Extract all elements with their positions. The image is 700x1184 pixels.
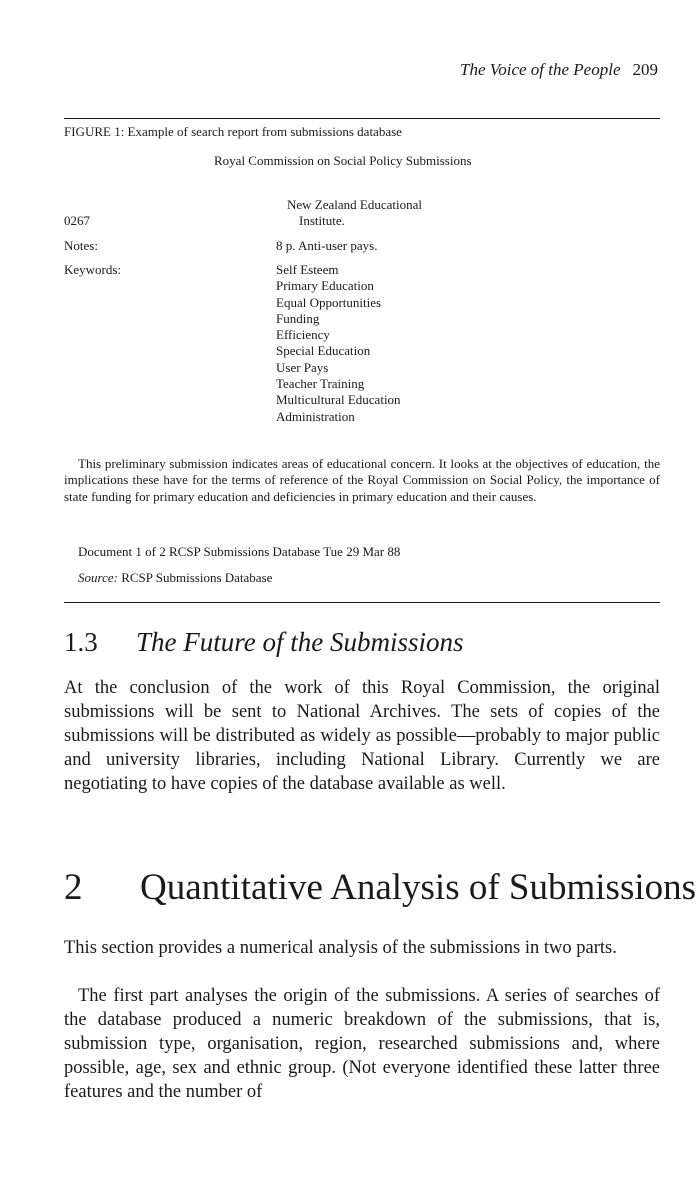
section-heading-1-3 xyxy=(64,627,464,658)
figure-top-rule xyxy=(64,118,660,119)
figure-abstract: This preliminary submission indicates areas of educational concern. It looks at the objectives of education, the implications these have for the terms of reference of the Royal Commission on Social Policy, the importance of state funding for primary education and deficiencies in primary education and their causes. xyxy=(64,456,660,504)
keyword-item: Multicultural Education xyxy=(276,392,401,408)
keyword-item: Teacher Training xyxy=(276,376,365,392)
notes-value: 8 p. Anti-user pays. xyxy=(276,238,378,253)
section-number: 2 xyxy=(64,867,83,908)
keyword-list xyxy=(276,262,401,425)
submission-id: 0267 xyxy=(64,213,90,228)
keyword-item: Administration xyxy=(276,408,355,424)
keyword-item: Special Education xyxy=(276,343,371,359)
section-title: Quantitative Analysis of Submissions xyxy=(140,867,697,908)
section-heading-2 xyxy=(64,866,696,909)
keyword-item: User Pays xyxy=(276,359,329,375)
submitter-line2: Institute. xyxy=(299,213,345,228)
source-label: Source: xyxy=(78,570,118,585)
document-line: Document 1 of 2 RCSP Submissions Database Tue 29 Mar 88 xyxy=(78,544,401,559)
keyword-item: Funding xyxy=(276,310,320,326)
section-2-paragraph-2: The first part analyses the origin of the submissions. A series of searches of the database produced a numeric breakdown of the submissions, that is, submission type, organisation, region, researched submissions and, where possible, age, sex and ethnic group. (Not everyone identified these latter three features and the number of xyxy=(64,986,660,1102)
section-2-paragraph-1: This section provides a numerical analysis of the submissions in two parts. xyxy=(64,938,617,958)
keyword-item: Primary Education xyxy=(276,278,374,294)
section-title: The Future of the Submissions xyxy=(136,627,464,657)
figure-bottom-rule xyxy=(64,602,660,603)
section-1-3-paragraph: At the conclusion of the work of this Royal Commission, the original submissions will be sent to National Archives. The sets of copies of the submissions will be distributed as widely as possible—probably to major public and university libraries, including National Library. Currently we are negotiating to have copies of the database available as well. xyxy=(64,678,660,794)
running-header xyxy=(460,60,658,80)
keywords-label: Keywords: xyxy=(64,262,122,277)
section-number: 1.3 xyxy=(64,627,98,657)
page-number: 209 xyxy=(632,60,658,79)
submitter-line1: New Zealand Educational xyxy=(287,197,422,212)
source-line xyxy=(78,570,272,586)
running-title: The Voice of the People xyxy=(459,60,621,79)
report-title: Royal Commission on Social Policy Submissions xyxy=(214,153,472,168)
notes-label: Notes: xyxy=(64,238,98,253)
keyword-item: Self Esteem xyxy=(276,262,339,277)
source-value: RCSP Submissions Database xyxy=(121,570,273,585)
figure-caption: FIGURE 1: Example of search report from submissions database xyxy=(64,124,402,139)
keyword-item: Efficiency xyxy=(276,327,330,343)
keyword-item: Equal Opportunities xyxy=(276,294,382,310)
